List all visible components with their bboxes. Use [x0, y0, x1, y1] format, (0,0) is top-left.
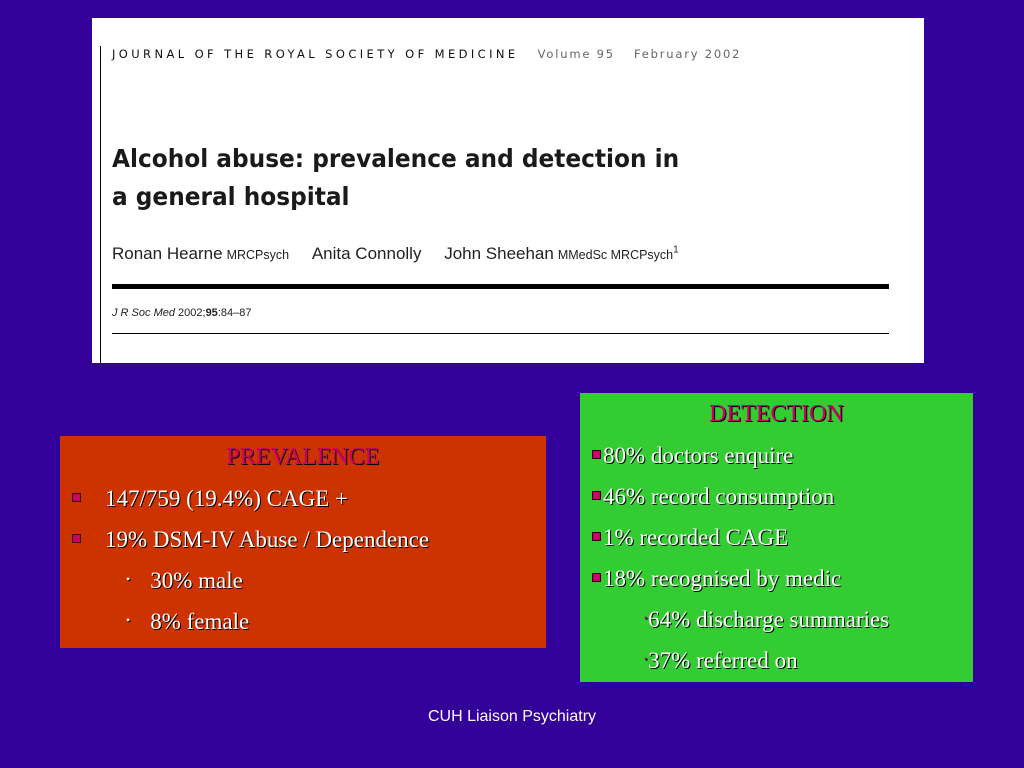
- dot-bullet-icon: •: [644, 612, 648, 623]
- square-bullet-icon: [72, 534, 81, 543]
- dot-bullet-icon: •: [126, 613, 131, 628]
- slide-footer: CUH Liaison Psychiatry: [427, 708, 597, 725]
- left-margin-rule: [100, 46, 101, 363]
- list-subitem-text: 30% male: [150, 568, 243, 593]
- list-item-text: 46% record consumption: [603, 484, 835, 509]
- thin-divider: [112, 333, 889, 334]
- list-subitem-text: 64% discharge summaries: [648, 607, 890, 632]
- list-item-text: 18% recognised by medic: [603, 566, 842, 591]
- list-item-text: 147/759 (19.4%) CAGE +: [105, 486, 348, 511]
- prevalence-heading: PREVALENCE: [226, 444, 380, 470]
- article-title: [112, 140, 763, 216]
- list-item: [592, 566, 841, 592]
- detection-box: [580, 393, 973, 682]
- square-bullet-icon: [592, 491, 601, 500]
- list-item: [592, 484, 834, 510]
- journal-date: February 2002: [633, 47, 742, 61]
- author-name: Anita Connolly: [311, 244, 422, 263]
- author-name: John Sheehan: [444, 244, 554, 263]
- author-degree: MMedSc MRCPsych: [557, 248, 674, 262]
- square-bullet-icon: [592, 532, 601, 541]
- article-title-line-1: Alcohol abuse: prevalence and detection in: [112, 144, 680, 173]
- journal-header-image: [92, 18, 924, 363]
- detection-heading: DETECTION: [709, 401, 844, 427]
- prevalence-box: [60, 436, 546, 648]
- dot-bullet-icon: •: [126, 572, 131, 587]
- dot-bullet-icon: •: [644, 653, 648, 664]
- author-degree: MRCPsych: [226, 248, 290, 262]
- citation-journal: J R Soc Med: [112, 307, 175, 319]
- list-item: [592, 443, 793, 469]
- list-subitem: [126, 609, 249, 635]
- list-item: [592, 525, 788, 551]
- list-subitem: [644, 648, 798, 674]
- square-bullet-icon: [72, 493, 81, 502]
- article-title-line-2: a general hospital: [112, 182, 350, 211]
- journal-name: JOURNAL OF THE ROYAL SOCIETY OF MEDICINE: [112, 47, 519, 61]
- thick-divider: [112, 284, 889, 289]
- citation-year: 2002;: [178, 307, 206, 319]
- author-affiliation-mark: 1: [673, 244, 679, 256]
- list-subitem: [644, 607, 889, 633]
- square-bullet-icon: [592, 573, 601, 582]
- article-authors: [112, 244, 679, 264]
- list-item-text: 80% doctors enquire: [603, 443, 794, 468]
- article-citation: [112, 307, 251, 319]
- list-item: [72, 486, 348, 512]
- list-item: [72, 527, 429, 553]
- list-item-text: 19% DSM-IV Abuse / Dependence: [105, 527, 430, 552]
- citation-pages: :84–87: [217, 307, 252, 319]
- author-name: Ronan Hearne: [112, 244, 223, 263]
- journal-volume: Volume 95: [537, 47, 615, 61]
- square-bullet-icon: [592, 450, 601, 459]
- citation-volume: 95: [205, 307, 218, 319]
- list-item-text: 1% recorded CAGE: [603, 525, 789, 550]
- list-subitem: [126, 568, 243, 594]
- list-subitem-text: 37% referred on: [648, 648, 798, 673]
- list-subitem-text: 8% female: [150, 609, 250, 634]
- journal-masthead: [112, 47, 741, 61]
